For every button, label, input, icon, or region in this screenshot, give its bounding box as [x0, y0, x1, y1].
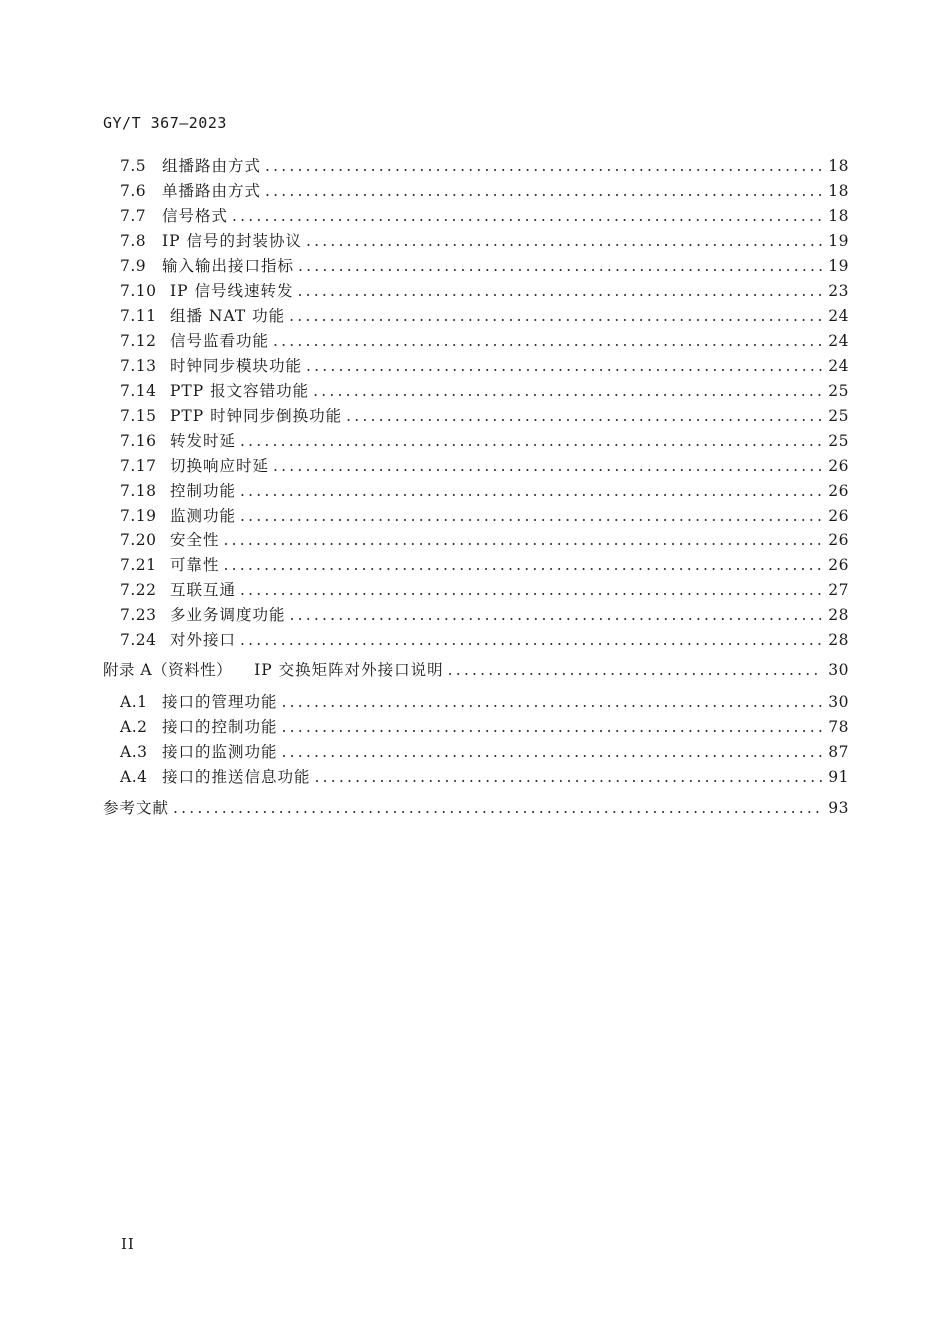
- toc-entry[interactable]: [120, 578, 849, 600]
- toc-entry-page: 24: [828, 307, 849, 325]
- toc-dot-leader: [289, 306, 822, 326]
- toc-entry-page: 28: [828, 606, 849, 624]
- toc-entry-number: 7.20: [120, 531, 157, 549]
- toc-entry[interactable]: [120, 504, 849, 526]
- toc-dot-leader: [240, 431, 822, 451]
- toc-entry[interactable]: [120, 429, 849, 451]
- toc-dot-leader: [315, 767, 823, 787]
- toc-entry-page: 26: [828, 507, 849, 525]
- toc-entry-title: IP 信号的封装协议: [162, 232, 302, 250]
- toc-entry[interactable]: [120, 229, 849, 251]
- toc-entry-title: 信号监看功能: [170, 332, 270, 350]
- toc-entry-number: 7.19: [120, 507, 157, 525]
- toc-entry-number: A.1: [120, 693, 148, 711]
- toc-entry-number: A.2: [120, 718, 148, 736]
- toc-dot-leader: [306, 356, 822, 376]
- toc-entry-page: 19: [828, 232, 849, 250]
- toc-entry-number: 7.5: [120, 157, 147, 175]
- toc-entry-title: 组播路由方式: [162, 157, 262, 175]
- toc-entry[interactable]: [120, 404, 849, 426]
- toc-entry-page: 30: [828, 693, 849, 711]
- toc-entry-number: A.4: [120, 768, 148, 786]
- toc-entry-page: 26: [828, 457, 849, 475]
- toc-entry-number: 7.14: [120, 382, 157, 400]
- toc-dot-leader: [297, 281, 822, 301]
- toc-entry-title: 对外接口: [170, 631, 237, 649]
- toc-entry[interactable]: [120, 454, 849, 476]
- toc-entry[interactable]: [120, 179, 849, 201]
- toc-entry-title: 转发时延: [170, 432, 237, 450]
- toc-entry-page: 19: [828, 257, 849, 275]
- toc-dot-leader: [224, 555, 823, 575]
- toc-entry-title: 接口的控制功能: [162, 718, 278, 736]
- toc-entry[interactable]: [120, 628, 849, 650]
- toc-entry-page: 25: [828, 407, 849, 425]
- toc-entry-page: 26: [828, 531, 849, 549]
- toc-entry-page: 26: [828, 556, 849, 574]
- toc-entry[interactable]: [120, 304, 849, 326]
- toc-entry-number: 7.16: [120, 432, 157, 450]
- toc-entry-page: 78: [828, 718, 849, 736]
- toc-entry-page: 91: [828, 768, 849, 786]
- toc-entry-number: 7.7: [120, 207, 147, 225]
- toc-entry-title: 安全性: [170, 531, 220, 549]
- toc-entry[interactable]: [103, 796, 849, 818]
- toc-entry-title: 信号格式: [162, 207, 229, 225]
- toc-entry-number: 7.15: [120, 407, 157, 425]
- toc-entry[interactable]: [120, 765, 849, 787]
- toc-dot-leader: [240, 630, 822, 650]
- toc-dot-leader: [282, 717, 823, 737]
- toc-entry[interactable]: [120, 740, 849, 762]
- toc-dot-leader: [240, 580, 822, 600]
- toc-dot-leader: [306, 231, 822, 251]
- toc-entry-title: 切换响应时延: [170, 457, 270, 475]
- toc-entry-page: 26: [828, 482, 849, 500]
- toc-dot-leader: [313, 381, 822, 401]
- toc-entry-title: 接口的监测功能: [162, 743, 278, 761]
- toc-entry-title: 互联互通: [170, 581, 237, 599]
- toc-dot-leader: [282, 692, 823, 712]
- toc-entry-page: 18: [828, 207, 849, 225]
- toc-entry-number: 7.8: [120, 232, 147, 250]
- toc-dot-leader: [240, 506, 822, 526]
- toc-entry-page: 18: [828, 157, 849, 175]
- toc-entry-title: 组播 NAT 功能: [170, 307, 286, 325]
- toc-entry-number: 7.17: [120, 457, 157, 475]
- toc-entry-number: 7.9: [120, 257, 147, 275]
- toc-entry[interactable]: [120, 354, 849, 376]
- page-number-footer: II: [121, 1235, 135, 1253]
- toc-entry-page: 24: [828, 357, 849, 375]
- toc-entry-page: 23: [828, 282, 849, 300]
- toc-entry[interactable]: [120, 154, 849, 176]
- toc-entry-page: 30: [828, 661, 849, 679]
- toc-entry-title: 监测功能: [170, 507, 237, 525]
- toc-entry-title: 参考文献: [103, 799, 170, 817]
- toc-entry-title: 单播路由方式: [162, 182, 262, 200]
- toc-entry-page: 18: [828, 182, 849, 200]
- toc-entry-page: 24: [828, 332, 849, 350]
- toc-entry-page: 93: [828, 799, 849, 817]
- toc-entry-number: A.3: [120, 743, 148, 761]
- toc-entry-number: 7.18: [120, 482, 157, 500]
- toc-dot-leader: [240, 481, 822, 501]
- toc-entry-page: 25: [828, 432, 849, 450]
- toc-entry-title: 时钟同步模块功能: [170, 357, 303, 375]
- toc-entry-title: 输入输出接口指标: [162, 257, 295, 275]
- toc-dot-leader: [298, 256, 822, 276]
- toc-dot-leader: [265, 156, 822, 176]
- toc-dot-leader: [273, 456, 822, 476]
- toc-entry-title: 接口的管理功能: [162, 693, 278, 711]
- document-id-header: GY/T 367—2023: [103, 114, 227, 132]
- toc-dot-leader: [224, 530, 823, 550]
- toc-entry[interactable]: [120, 329, 849, 351]
- toc-entry-number: 7.22: [120, 581, 157, 599]
- toc-entry-number: 7.13: [120, 357, 157, 375]
- toc-entry-number: 7.12: [120, 332, 157, 350]
- toc-entry[interactable]: [120, 690, 849, 712]
- toc-entry-number: 7.21: [120, 556, 157, 574]
- toc-dot-leader: [346, 406, 822, 426]
- toc-dot-leader: [448, 660, 823, 680]
- toc-entry-page: 87: [828, 743, 849, 761]
- toc-entry-title: 接口的推送信息功能: [162, 768, 311, 786]
- toc-entry-title: 多业务调度功能: [170, 606, 286, 624]
- toc-entry-title: PTP 时钟同步倒换功能: [170, 407, 343, 425]
- toc-entry[interactable]: [120, 279, 849, 301]
- toc-entry-title: IP 交换矩阵对外接口说明: [254, 661, 444, 679]
- toc-dot-leader: [273, 331, 822, 351]
- toc-entry-number: 7.23: [120, 606, 157, 624]
- toc-entry-number: 7.6: [120, 182, 147, 200]
- toc-dot-leader: [232, 206, 822, 226]
- toc-entry[interactable]: [120, 528, 849, 550]
- toc-dot-leader: [173, 798, 822, 818]
- toc-entry[interactable]: [120, 379, 849, 401]
- toc-entry-page: 25: [828, 382, 849, 400]
- toc-entry-title: 控制功能: [170, 482, 237, 500]
- toc-dot-leader: [265, 181, 822, 201]
- toc-entry-title: 可靠性: [170, 556, 220, 574]
- toc-entry[interactable]: [103, 658, 849, 680]
- toc-entry-number: 附录 A（资料性）: [103, 661, 233, 679]
- toc-entry-page: 28: [828, 631, 849, 649]
- toc-dot-leader: [282, 742, 823, 762]
- toc-entry-title: IP 信号线速转发: [170, 282, 294, 300]
- toc-entry[interactable]: [120, 204, 849, 226]
- toc-entry[interactable]: [120, 603, 849, 625]
- toc-entry[interactable]: [120, 254, 849, 276]
- toc-entry-number: 7.10: [120, 282, 157, 300]
- toc-entry-number: 7.24: [120, 631, 157, 649]
- toc-entry-title: PTP 报文容错功能: [170, 382, 310, 400]
- toc-entry[interactable]: [120, 479, 849, 501]
- toc-entry[interactable]: [120, 553, 849, 575]
- toc-entry-number: 7.11: [120, 307, 157, 325]
- toc-entry[interactable]: [120, 715, 849, 737]
- toc-entry-page: 27: [828, 581, 849, 599]
- toc-dot-leader: [290, 605, 823, 625]
